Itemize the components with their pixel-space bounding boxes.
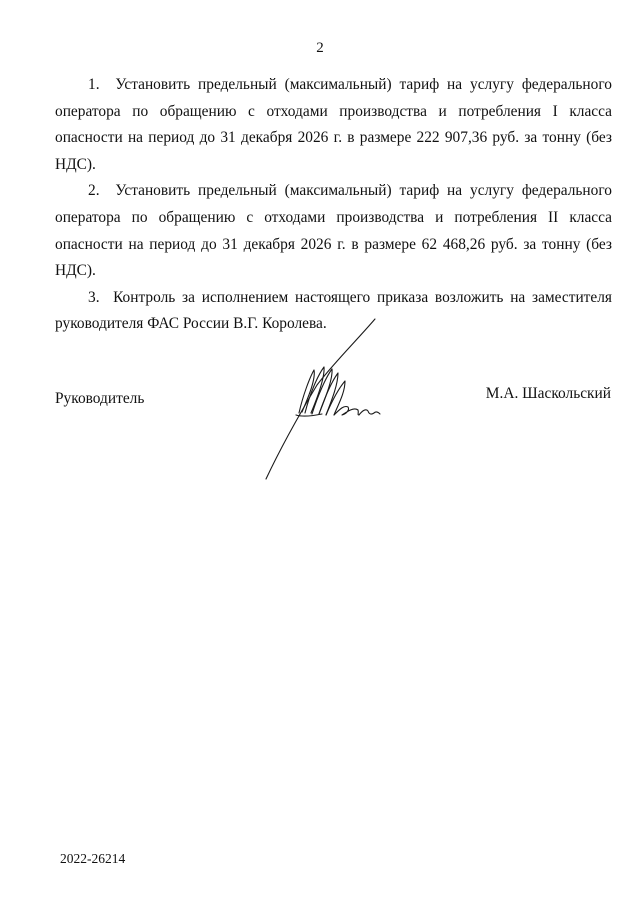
paragraph-2-number: 2. <box>88 182 100 200</box>
page-number: 2 <box>316 40 324 56</box>
paragraph-3-number: 3. <box>88 288 100 306</box>
signatory-role: Руководитель <box>55 390 145 407</box>
paragraph-3-text: Контроль за исполнением настоящего приказа возложить на заместителя руководителя ФАС России В.Г. Королева. <box>55 288 612 333</box>
paragraph-2 <box>55 178 612 284</box>
signatory-name: М.А. Шаскольский <box>485 385 611 402</box>
paragraph-1 <box>55 72 612 178</box>
paragraph-1-number: 1. <box>88 76 100 93</box>
paragraph-2-text: Установить предельный (максимальный) тариф на услугу федерального оператора по обращению с отходами производства и потребления II класса опасности на период до 31 декабря 2026 г. в размере 62 468,26 руб. за тонну (без НДС). <box>55 182 612 280</box>
handwritten-signature <box>262 315 392 485</box>
paragraph-1-text: Установить предельный (максимальный) тариф на услугу федерального оператора по обращению с отходами производства и потребления I класса опасности на период до 31 декабря 2026 г. в размере 222 907,36 руб. за тонну (без НДС). <box>55 76 612 173</box>
document-number: 2022-26214 <box>60 851 126 866</box>
document-body <box>55 72 612 338</box>
